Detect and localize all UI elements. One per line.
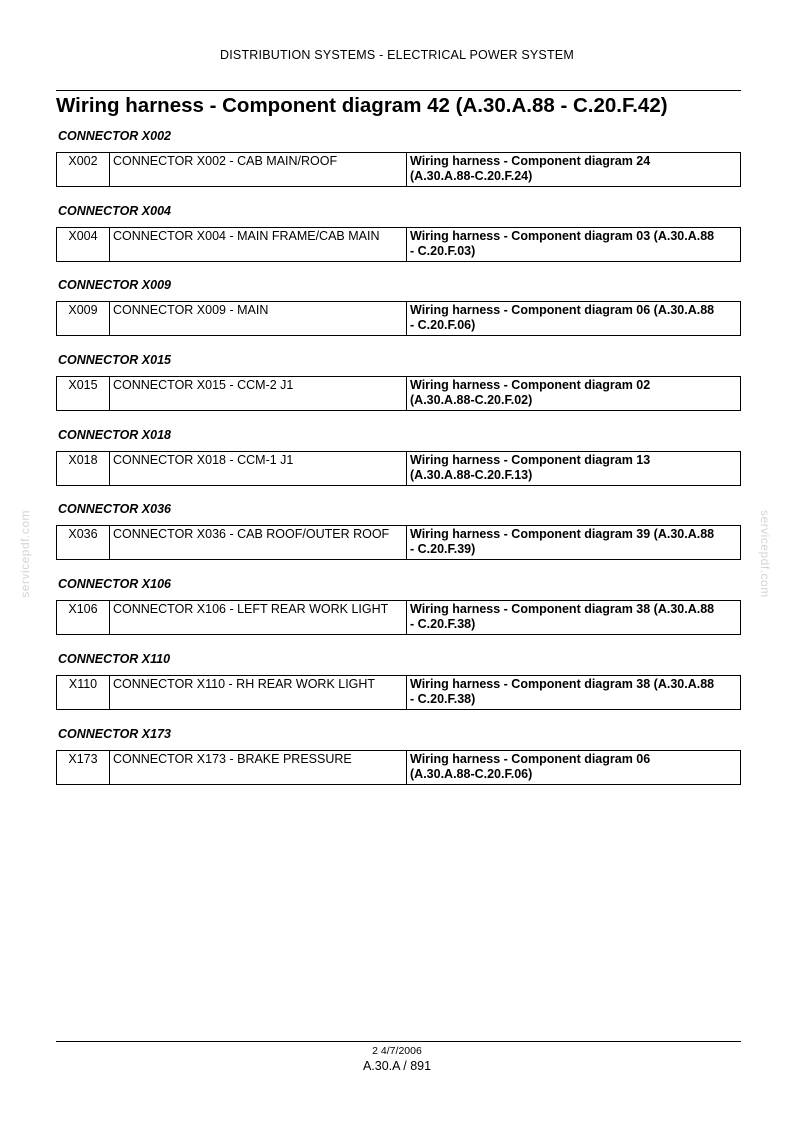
reference-line-1: Wiring harness - Component diagram 06 bbox=[410, 751, 651, 766]
section-heading: CONNECTOR X015 bbox=[58, 353, 171, 368]
section-heading: CONNECTOR X009 bbox=[58, 278, 171, 293]
diagram-reference-link[interactable] bbox=[407, 377, 741, 411]
diagram-reference-link[interactable] bbox=[407, 153, 741, 187]
diagram-reference-link[interactable] bbox=[407, 227, 741, 261]
section-heading: CONNECTOR X036 bbox=[58, 502, 171, 517]
watermark-right: servicepdf.com bbox=[758, 510, 772, 598]
reference-line-2: - C.20.F.03) bbox=[410, 243, 476, 258]
connector-table bbox=[56, 675, 741, 710]
connector-table bbox=[56, 152, 741, 187]
diagram-reference-link[interactable] bbox=[407, 526, 741, 560]
connector-name: CONNECTOR X004 - MAIN FRAME/CAB MAIN bbox=[110, 227, 407, 261]
diagram-reference-link[interactable] bbox=[407, 675, 741, 709]
connector-table bbox=[56, 227, 741, 262]
reference-line-1: Wiring harness - Component diagram 03 (A.30.A.88 bbox=[410, 228, 715, 243]
table-row bbox=[57, 675, 741, 709]
reference-line-2: - C.20.F.39) bbox=[410, 542, 476, 557]
reference-line-2: (A.30.A.88-C.20.F.13) bbox=[410, 467, 533, 482]
connector-code: X009 bbox=[57, 302, 110, 336]
connector-table bbox=[56, 525, 741, 560]
connector-name: CONNECTOR X015 - CCM-2 J1 bbox=[110, 377, 407, 411]
connector-section-x004 bbox=[56, 203, 741, 278]
section-heading: CONNECTOR X173 bbox=[58, 726, 171, 741]
connector-code: X015 bbox=[57, 377, 110, 411]
connector-name: CONNECTOR X018 - CCM-1 J1 bbox=[110, 451, 407, 485]
table-row bbox=[57, 227, 741, 261]
reference-line-1: Wiring harness - Component diagram 38 (A.30.A.88 bbox=[410, 676, 715, 691]
table-row bbox=[57, 451, 741, 485]
section-heading: CONNECTOR X002 bbox=[58, 129, 171, 143]
connector-code: X173 bbox=[57, 750, 110, 784]
connector-section-x018 bbox=[56, 427, 741, 502]
footer-rule bbox=[56, 1041, 741, 1042]
connector-section-x173 bbox=[56, 726, 741, 801]
connector-section-x002 bbox=[56, 128, 741, 203]
connector-sections bbox=[56, 128, 741, 800]
connector-name: CONNECTOR X106 - LEFT REAR WORK LIGHT bbox=[110, 601, 407, 635]
section-heading: CONNECTOR X106 bbox=[58, 577, 171, 592]
connector-section-x009 bbox=[56, 277, 741, 352]
connector-name: CONNECTOR X110 - RH REAR WORK LIGHT bbox=[110, 675, 407, 709]
table-row bbox=[57, 601, 741, 635]
diagram-reference-link[interactable] bbox=[407, 302, 741, 336]
reference-line-2: - C.20.F.38) bbox=[410, 617, 476, 632]
connector-code: X002 bbox=[57, 153, 110, 187]
table-row bbox=[57, 750, 741, 784]
reference-line-1: Wiring harness - Component diagram 06 (A.30.A.88 bbox=[410, 303, 715, 318]
diagram-reference-link[interactable] bbox=[407, 601, 741, 635]
reference-line-2: - C.20.F.06) bbox=[410, 318, 476, 333]
connector-code: X004 bbox=[57, 227, 110, 261]
connector-table bbox=[56, 451, 741, 486]
diagram-reference-link[interactable] bbox=[407, 750, 741, 784]
section-heading: CONNECTOR X110 bbox=[58, 651, 171, 666]
reference-line-1: Wiring harness - Component diagram 13 bbox=[410, 452, 651, 467]
diagram-reference-link[interactable] bbox=[407, 451, 741, 485]
connector-code: X106 bbox=[57, 601, 110, 635]
reference-line-2: - C.20.F.38) bbox=[410, 691, 476, 706]
connector-table bbox=[56, 301, 741, 336]
page-title: Wiring harness - Component diagram 42 (A.30.A.88 - C.20.F.42) bbox=[56, 94, 668, 117]
connector-section-x015 bbox=[56, 352, 741, 427]
connector-section-x106 bbox=[56, 576, 741, 651]
watermark-left: servicepdf.com bbox=[18, 510, 32, 598]
connector-table bbox=[56, 750, 741, 785]
section-heading: CONNECTOR X018 bbox=[58, 427, 171, 442]
reference-line-1: Wiring harness - Component diagram 38 (A.30.A.88 bbox=[410, 602, 715, 617]
table-row bbox=[57, 302, 741, 336]
reference-line-1: Wiring harness - Component diagram 39 (A.30.A.88 bbox=[410, 527, 715, 542]
connector-table bbox=[56, 600, 741, 635]
reference-line-1: Wiring harness - Component diagram 02 bbox=[410, 378, 651, 393]
connector-name: CONNECTOR X173 - BRAKE PRESSURE bbox=[110, 750, 407, 784]
connector-table bbox=[56, 376, 741, 411]
connector-section-x036 bbox=[56, 501, 741, 576]
table-row bbox=[57, 526, 741, 560]
connector-name: CONNECTOR X009 - MAIN bbox=[110, 302, 407, 336]
table-row bbox=[57, 377, 741, 411]
footer-date: 2 4/7/2006 bbox=[372, 1045, 422, 1057]
reference-line-2: (A.30.A.88-C.20.F.24) bbox=[410, 169, 533, 183]
connector-section-x110 bbox=[56, 651, 741, 726]
footer-page-reference: A.30.A / 891 bbox=[362, 1059, 432, 1073]
running-header: DISTRIBUTION SYSTEMS - ELECTRICAL POWER SYSTEM bbox=[220, 48, 574, 62]
connector-code: X018 bbox=[57, 451, 110, 485]
table-row bbox=[57, 153, 741, 187]
connector-name: CONNECTOR X036 - CAB ROOF/OUTER ROOF bbox=[110, 526, 407, 560]
reference-line-2: (A.30.A.88-C.20.F.02) bbox=[410, 393, 533, 408]
reference-line-1: Wiring harness - Component diagram 24 bbox=[410, 154, 651, 168]
connector-code: X036 bbox=[57, 526, 110, 560]
connector-code: X110 bbox=[57, 675, 110, 709]
section-heading: CONNECTOR X004 bbox=[58, 203, 171, 218]
title-block bbox=[56, 90, 741, 119]
reference-line-2: (A.30.A.88-C.20.F.06) bbox=[410, 766, 533, 781]
connector-name: CONNECTOR X002 - CAB MAIN/ROOF bbox=[110, 153, 407, 187]
